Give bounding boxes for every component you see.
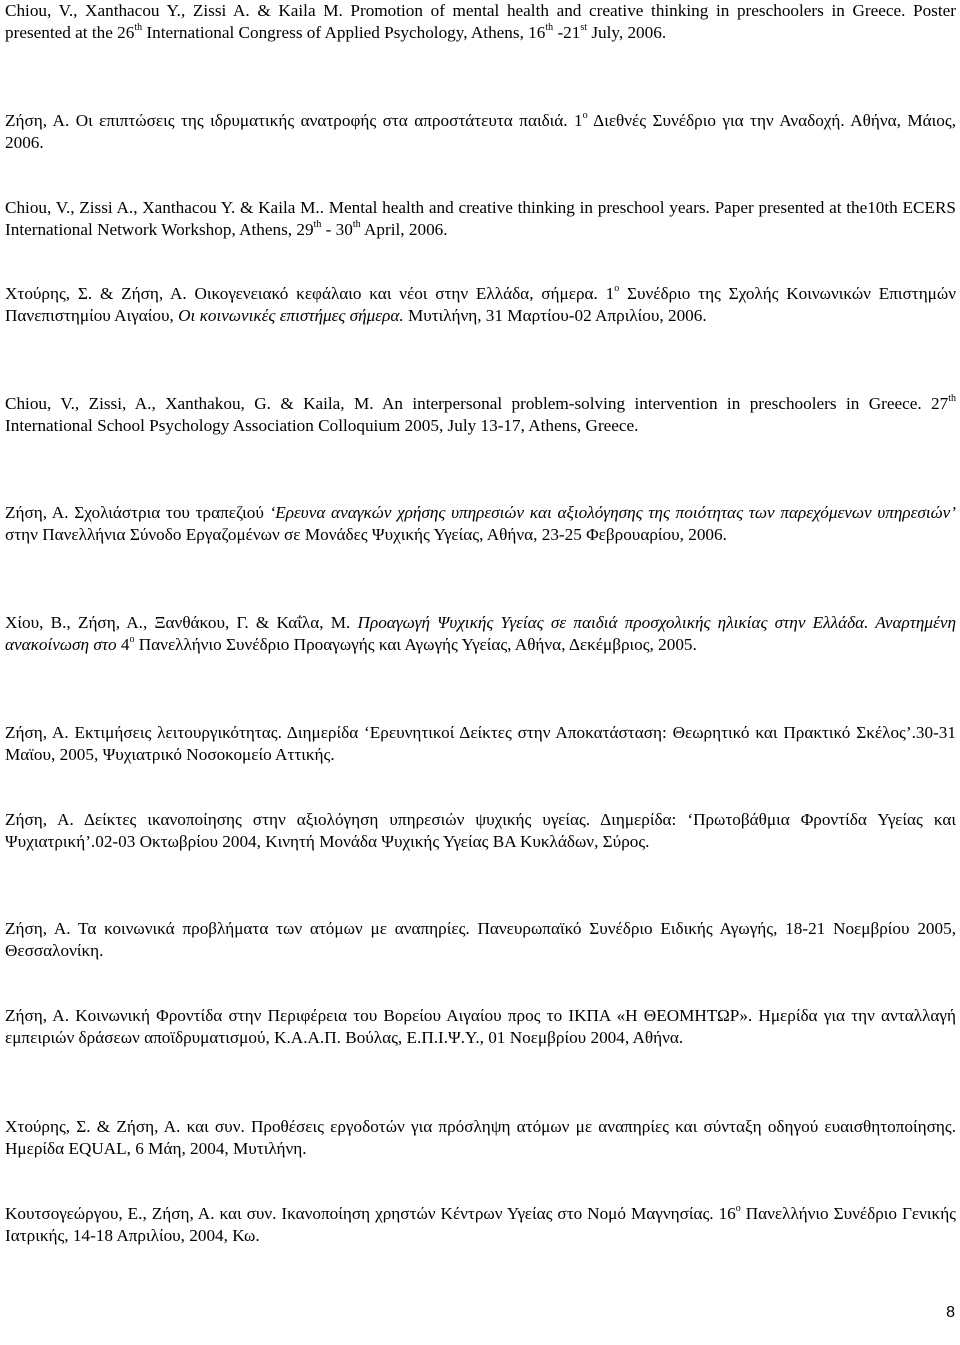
reference-entry: Ζήση, Α. Τα κοινωνικά προβλήματα των ατόμων με αναπηρίες. Πανευρωπαϊκό Συνέδριο Ειδικής Αγωγής, 18-21 Νοεμβρίου 2005, Θεσσαλονίκη.: [5, 919, 956, 960]
reference-entry: Ζήση, Α. Δείκτες ικανοποίησης στην αξιολόγηση υπηρεσιών ψυχικής υγείας. Διημερίδα: ‘Πρωτοβάθμια Φροντίδα Υγείας και Ψυχιατρική’.02-03 Οκτωβρίου 2004, Κινητή Μονάδα Ψυχικής Υγείας ΒΑ Κυκλάδων, Σύρος.: [5, 810, 956, 851]
reference-entry: Ζήση, Α. Οι επιπτώσεις της ιδρυματικής ανατροφής στα απροστάτευτα παιδιά. $1^o$ Διεθνές Συνέδριο για την Αναδοχή. Αθήνα, Μάιος, 2006.: [5, 110, 956, 152]
reference-entry: Chiou, V., Zissi, A., Xanthakou, G. & Kaila, M. An interpersonal problem-solving intervention in preschoolers in Greece. 27th International School Psychology Association Colloquium 2005, July 13-17, Athens, Greece.: [5, 393, 956, 435]
reference-entry: Χίου, Β., Ζήση, Α., Ξανθάκου, Γ. & Καΐλα, Μ. Προαγωγή Ψυχικής Υγείας σε παιδιά προσχολικής ηλικίας στην Ελλάδα. Αναρτημένη ανακοίνωση στο $4^o$ Πανελλήνιο Συνέδριο Προαγωγής και Αγωγής Υγείας, Αθήνα, Δεκέμβριος, 2005.: [5, 613, 956, 654]
reference-entry: Chiou, V., Zissi A., Xanthacou Y. & Kaila M.. Mental health and creative thinking in preschool years. Paper presented at the10th ECERS International Network Workshop, Athens, 29th - 30th April, 2006.: [5, 198, 956, 239]
reference-entry: Κουτσογεώργου, Ε., Ζήση, Α. και συν. Ικανοποίηση χρηστών Κέντρων Υγείας στο Νομό Μαγνησίας. $16^o$ Πανελλήνιο Συνέδριο Γενικής Ιατρικής, 14-18 Απριλίου, 2004, Κω.: [5, 1203, 956, 1245]
reference-entry: Chiou, V., Xanthacou Y., Zissi A. & Kaila M. Promotion of mental health and creative thinking in preschoolers in Greece. Poster presented at the 26th International Congress of Applied Psychology, Athens, 16th -21st July, 2006.: [5, 1, 956, 42]
page-number: 8: [946, 1304, 955, 1321]
reference-entry: Χτούρης, Σ. & Ζήση, Α. και συν. Προθέσεις εργοδοτών για πρόσληψη ατόμων με αναπηρίες και σύνταξη οδηγού ευαισθητοποίησης. Ημερίδα EQUAL, 6 Μάη, 2004, Μυτιλήνη.: [5, 1117, 956, 1158]
reference-entry: Ζήση, Α. Σχολιάστρια του τραπεζιού ‘Ερευνα αναγκών χρήσης υπηρεσιών και αξιολόγησης της ποιότητας των παρεχόμενων υπηρεσιών’ στην Πανελλήνια Σύνοδο Εργαζομένων σε Μονάδες Ψυχικής Υγείας, Αθήνα, 23-25 Φεβρουαρίου, 2006.: [5, 503, 956, 544]
reference-entry: Χτούρης, Σ. & Ζήση, Α. Οικογενειακό κεφάλαιο και νέοι στην Ελλάδα, σήμερα. $1^o$ Συνέδριο της Σχολής Κοινωνικών Επιστημών Πανεπιστημίου Αιγαίου, Οι κοινωνικές επιστήμες σήμερα. Μυτιλήνη, 31 Μαρτίου-02 Απριλίου, 2006.: [5, 283, 956, 325]
reference-entry: Ζήση, Α. Κοινωνική Φροντίδα στην Περιφέρεια του Βορείου Αιγαίου προς το ΙΚΠΑ «Η ΘΕΟΜΗΤΩΡ». Ημερίδα για την ανταλλαγή εμπειριών δράσεων αποϊδρυματισμού, Κ.Α.Α.Π. Βούλας, Ε.Π.Ι.Ψ.Υ., 01 Νοεμβρίου 2004, Αθήνα.: [5, 1006, 956, 1047]
reference-entry: Ζήση, Α. Εκτιμήσεις λειτουργικότητας. Διημερίδα ‘Ερευνητικοί Δείκτες στην Αποκατάσταση: Θεωρητικό και Πρακτικό Σκέλος’.30-31 Μαϊου, 2005, Ψυχιατρικό Νοσοκομείο Αττικής.: [5, 723, 956, 764]
